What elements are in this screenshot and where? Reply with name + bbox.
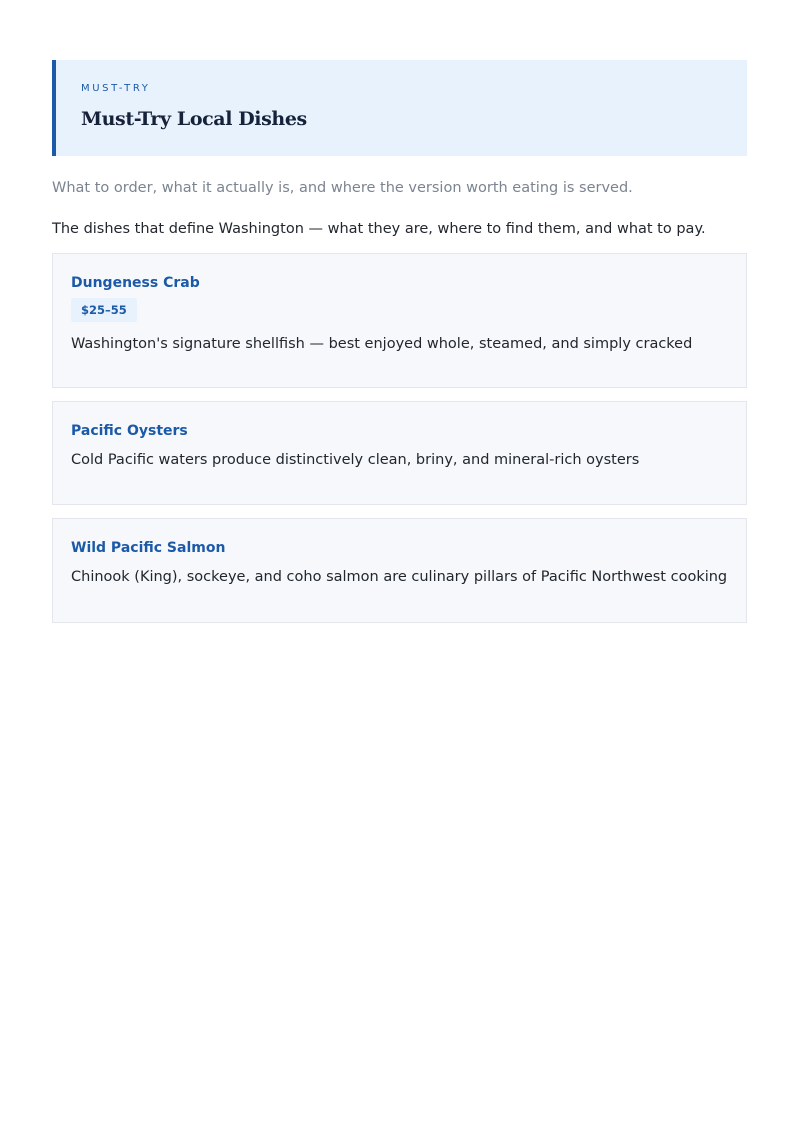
dish-card-dungeness-crab [52, 253, 747, 388]
section-eyebrow: MUST-TRY [81, 83, 151, 94]
dish-card-pacific-oysters [52, 401, 747, 505]
section-header [52, 60, 747, 156]
dish-description: Washington's signature shellfish — best enjoyed whole, steamed, and simply cracked [71, 336, 693, 352]
dish-card-wild-pacific-salmon [52, 518, 747, 623]
dish-name: Wild Pacific Salmon [71, 540, 226, 556]
dish-name: Pacific Oysters [71, 423, 188, 439]
page-subtitle: What to order, what it actually is, and where the version worth eating is served. [52, 180, 633, 196]
intro-text: The dishes that define Washington — what they are, where to find them, and what to pay. [52, 221, 706, 237]
page-title: Must-Try Local Dishes [81, 108, 307, 130]
price-badge: $25–55 [71, 298, 137, 322]
dish-name: Dungeness Crab [71, 275, 200, 291]
dish-description: Chinook (King), sockeye, and coho salmon are culinary pillars of Pacific Northwest cooking [71, 569, 728, 585]
page [52, 60, 747, 623]
dish-description: Cold Pacific waters produce distinctively clean, briny, and mineral-rich oysters [71, 452, 640, 468]
